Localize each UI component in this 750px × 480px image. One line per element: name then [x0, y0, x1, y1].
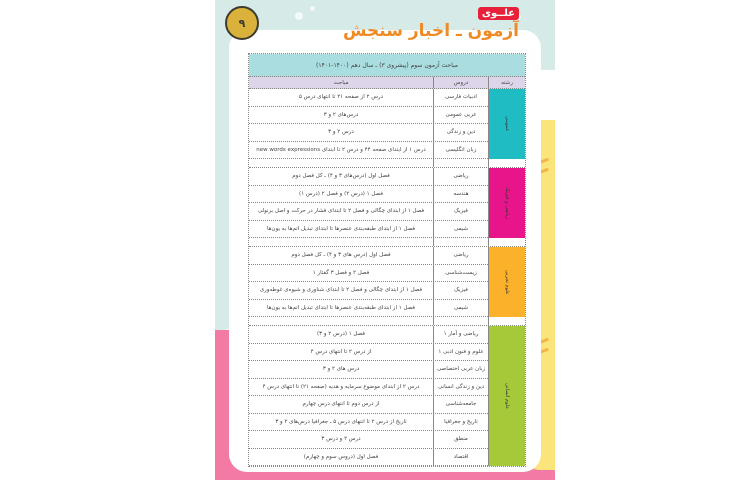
- exam-topics-table: [248, 53, 526, 467]
- group-spacer: [249, 317, 525, 326]
- table-title: مباحث آزمون سوم (پیشروی ۳) ـ سال دهم (۱۴۰۰-۱۴۰۱): [249, 54, 525, 77]
- field-label-humanities: [488, 326, 525, 466]
- group-experimental-sciences: [249, 247, 525, 317]
- table-header: [249, 77, 525, 89]
- lesson-cell: دین و زندگی: [433, 124, 488, 141]
- table-row: [249, 186, 488, 204]
- lesson-cell: اقتصاد: [433, 449, 488, 466]
- table-row: [249, 203, 488, 221]
- topic-cell: فصل اول (دروس سوم و چهارم): [303, 453, 379, 460]
- group-general: [249, 89, 525, 159]
- lesson-cell: تاریخ و جغرافیا: [433, 414, 488, 431]
- document-page: [215, 0, 555, 480]
- lesson-cell: منطق: [433, 431, 488, 448]
- table-row: [249, 282, 488, 300]
- topic-cell: فصل ۱ از ابتدای طبقه‌بندی عنصرها تا ابتدای تبدیل اتم‌ها به یون‌ها: [266, 304, 416, 311]
- field-label-math-physics: [488, 168, 525, 238]
- group-spacer: [249, 238, 525, 247]
- header-lesson: دروس: [433, 77, 488, 88]
- topic-cell: درس‌های ۲ و ۳: [323, 111, 359, 118]
- group-spacer: [249, 159, 525, 168]
- group-humanities: [249, 326, 525, 466]
- lesson-cell: ریاضی و آمار ۱: [433, 326, 488, 343]
- lesson-cell: فیزیک: [433, 203, 488, 220]
- table-row: [249, 221, 488, 239]
- lesson-cell: جامعه‌شناسی: [433, 396, 488, 413]
- field-text: عمومی: [504, 116, 510, 132]
- table-row: [249, 414, 488, 432]
- table-row: [249, 379, 488, 397]
- decorative-dot: [310, 6, 315, 11]
- lesson-cell: زیست‌شناسی: [433, 265, 488, 282]
- page-title: آزمون ـ اخبار سنجش: [342, 21, 519, 41]
- lesson-cell: ریاضی: [433, 247, 488, 264]
- field-label-general: [488, 89, 525, 159]
- table-row: [249, 431, 488, 449]
- page-number-badge: ۹: [225, 6, 259, 40]
- header-topic: مباحث: [333, 79, 349, 86]
- lesson-cell: شیمی: [433, 300, 488, 317]
- table-row: [249, 300, 488, 318]
- topic-cell: فصل ۱ (درس ۲) و فصل ۲ (درس ۱): [299, 190, 383, 197]
- table-row: [249, 168, 488, 186]
- table-row: [249, 361, 488, 379]
- field-label-experimental-sciences: [488, 247, 525, 317]
- topic-cell: فصل ۱ از ابتدای طبقه‌بندی عنصرها تا ابتدای تبدیل اتم‌ها به یون‌ها: [266, 225, 416, 232]
- brand-label: علــوی: [478, 7, 519, 20]
- topic-cell: فصل ۱ از ابتدای چگالی و فصل ۲ تا ابتدای شناوری و شیوه‌ی غوطه‌وری: [259, 287, 423, 294]
- topic-cell: درس ۲ از صفحه ۲۱ تا انتهای درس ۵: [298, 94, 384, 101]
- lesson-cell: ریاضی: [433, 168, 488, 185]
- lesson-cell: زبان انگلیسی: [433, 142, 488, 159]
- topic-cell: درس ۲ و درس ۳: [321, 436, 361, 443]
- header-field: رشته: [488, 77, 525, 88]
- topic-cell: فصل ۲ و فصل ۳ گفتار ۱: [312, 269, 370, 276]
- field-text: علوم تجربی: [504, 269, 510, 295]
- table-row: [249, 89, 488, 107]
- field-text: ریاضی و فیزیک: [504, 187, 510, 219]
- topic-cell: درس ۱ از ابتدای صفحه ۴۴ و درس ۲ تا ابتدای new words expressions: [256, 146, 426, 153]
- lesson-cell: فیزیک: [433, 282, 488, 299]
- topic-cell: فصل اول (درس‌های ۳ و ۴) ـ کل فصل دوم: [292, 173, 390, 180]
- lesson-cell: شیمی: [433, 221, 488, 238]
- topic-cell: فصل ۱ (درس ۲ و ۳): [317, 331, 365, 338]
- table-row: [249, 124, 488, 142]
- decorative-dot: [295, 12, 303, 20]
- table-row: [249, 396, 488, 414]
- topic-cell: فصل ۱ از ابتدای چگالی و فصل ۲ تا ابتدای فشار در حرکت و اصل برنولی: [257, 208, 425, 215]
- topic-cell: فصل اول (درس های ۳ و ۴) ـ کل فصل دوم: [291, 252, 391, 259]
- lesson-cell: دین و زندگی انسانی: [433, 379, 488, 396]
- field-text: علوم انسانی: [504, 382, 510, 410]
- topic-cell: از درس ۲ تا انتهای درس ۴: [310, 348, 372, 355]
- table-row: [249, 326, 488, 344]
- lesson-cell: هندسه: [433, 186, 488, 203]
- topic-cell: درس ۲ و ۳: [328, 129, 354, 136]
- table-row: [249, 142, 488, 160]
- table-row: [249, 265, 488, 283]
- topic-cell: درس ۲ از ابتدای موضوع سرمایه و هدیه (صفحه ۲۱) تا انتهای درس ۴: [262, 383, 420, 390]
- table-row: [249, 449, 488, 467]
- topic-cell: تاریخ از درس ۲ تا انتهای درس ۵ ـ جغرافیا درس‌های ۲ و ۳: [275, 418, 407, 425]
- topic-cell: از درس دوم تا انتهای درس چهارم: [302, 401, 380, 408]
- group-math-physics: [249, 168, 525, 238]
- lesson-cell: عربی عمومی: [433, 107, 488, 124]
- lesson-cell: ادبیات فارسی: [433, 89, 488, 106]
- topic-cell: درس های ۲ و ۳: [322, 366, 360, 373]
- table-row: [249, 107, 488, 125]
- table-row: [249, 344, 488, 362]
- table-row: [249, 247, 488, 265]
- lesson-cell: علوم و فنون ادبی ۱: [433, 344, 488, 361]
- lesson-cell: زبان عربی اختصاصی: [433, 361, 488, 378]
